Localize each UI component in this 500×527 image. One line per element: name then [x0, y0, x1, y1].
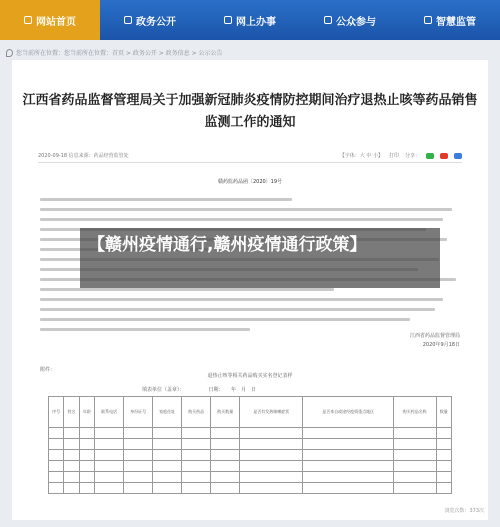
- table-cell: [95, 472, 124, 483]
- breadcrumb-text: 您当前所在位置：您当前所在位置：首页 > 政务公开 > 政务信息 > 公示公告: [16, 50, 223, 57]
- table-cell: [240, 450, 303, 461]
- nav-item-3[interactable]: [300, 0, 400, 40]
- form-meta: [142, 386, 256, 393]
- table-cell: [79, 461, 94, 472]
- table-row: [49, 461, 452, 472]
- table-cell: [153, 461, 182, 472]
- table-cell: [153, 428, 182, 439]
- nav-item-4[interactable]: [400, 0, 500, 40]
- table-cell: [64, 439, 79, 450]
- table-cell: [436, 450, 451, 461]
- table-cell: [182, 428, 211, 439]
- table-cell: [153, 472, 182, 483]
- table-header: 身份证号: [124, 397, 153, 428]
- table-cell: [49, 483, 64, 494]
- table-cell: [240, 472, 303, 483]
- table-cell: [95, 483, 124, 494]
- nav-icon: [424, 16, 432, 24]
- table-cell: [240, 483, 303, 494]
- nav-item-0[interactable]: [0, 0, 100, 40]
- table-header: 年龄: [79, 397, 94, 428]
- headline-overlay[interactable]: 【赣州疫情通行,赣州疫情通行政策】: [80, 228, 440, 288]
- location-icon: [6, 49, 13, 57]
- signature: [410, 332, 460, 350]
- info-source: 信息来源：药品经营监管处: [68, 153, 129, 159]
- table-row: [49, 439, 452, 450]
- table-cell: [393, 461, 436, 472]
- table-cell: [436, 461, 451, 472]
- share-label: 分享：: [404, 153, 420, 159]
- table-cell: [49, 472, 64, 483]
- nav-icon: [124, 16, 132, 24]
- text-line: [40, 208, 452, 211]
- table-cell: [436, 439, 451, 450]
- table-row: [49, 428, 452, 439]
- table-cell: [211, 472, 240, 483]
- table-cell: [393, 450, 436, 461]
- view-count: 浏览次数：373次: [444, 508, 484, 514]
- table-header: 购买药品: [182, 397, 211, 428]
- table-cell: [49, 428, 64, 439]
- table-header: 家庭住址: [153, 397, 182, 428]
- divider: [38, 162, 462, 163]
- table-cell: [64, 483, 79, 494]
- signature-org: 江西省药品监督管理局: [409, 333, 460, 339]
- table-cell: [303, 472, 394, 483]
- table-cell: [182, 450, 211, 461]
- table-cell: [303, 461, 394, 472]
- nav-label: 智慧监管: [436, 16, 476, 28]
- table-cell: [436, 428, 451, 439]
- text-line: [40, 328, 250, 331]
- qq-icon[interactable]: [454, 153, 462, 159]
- table-header: 是否来自或途经疫情重点地区: [303, 397, 394, 428]
- title-line-1: 江西省药品监督管理局关于加强新冠肺炎疫情防控期间治疗退热止咳等药品销售: [22, 93, 478, 108]
- document-paper: [12, 60, 488, 520]
- table-cell: [124, 483, 153, 494]
- nav-label: 政务公开: [136, 16, 176, 28]
- table-row: [49, 472, 452, 483]
- document-title: [12, 90, 488, 134]
- table-cell: [49, 450, 64, 461]
- table-cell: [95, 461, 124, 472]
- nav-label: 网上办事: [236, 16, 276, 28]
- table-cell: [211, 439, 240, 450]
- weibo-icon[interactable]: [440, 153, 448, 159]
- form-unit: 填表单位（盖章）：: [142, 387, 185, 393]
- table-row: [49, 450, 452, 461]
- table-cell: [79, 483, 94, 494]
- form-date: 日期： 年 月 日: [208, 387, 257, 393]
- signature-date: 2020年9月18日: [422, 342, 460, 348]
- table-cell: [64, 428, 79, 439]
- table-cell: [124, 450, 153, 461]
- table-cell: [124, 461, 153, 472]
- text-line: [40, 218, 443, 221]
- table-cell: [182, 461, 211, 472]
- table-cell: [124, 472, 153, 483]
- table-cell: [182, 483, 211, 494]
- text-line: [40, 198, 292, 201]
- table-cell: [95, 450, 124, 461]
- text-line: [40, 318, 410, 321]
- font-size-control[interactable]: 【字体：大 中 小】: [339, 153, 383, 159]
- table-header: 姓名: [64, 397, 79, 428]
- table-cell: [211, 450, 240, 461]
- table-cell: [393, 483, 436, 494]
- table-header: 购买药品名称: [393, 397, 436, 428]
- table-cell: [393, 439, 436, 450]
- table-cell: [240, 439, 303, 450]
- table-cell: [49, 439, 64, 450]
- table-cell: [95, 439, 124, 450]
- nav-icon: [224, 16, 232, 24]
- table-header: 购买数量: [211, 397, 240, 428]
- table-cell: [211, 461, 240, 472]
- table-cell: [64, 461, 79, 472]
- publish-date: 2020-09-18: [38, 153, 68, 159]
- text-line: [40, 288, 334, 291]
- nav-icon: [324, 16, 332, 24]
- table-cell: [211, 483, 240, 494]
- table-cell: [240, 428, 303, 439]
- table-cell: [79, 472, 94, 483]
- table-cell: [393, 428, 436, 439]
- table-cell: [436, 483, 451, 494]
- registration-table: [48, 396, 452, 494]
- table-cell: [153, 439, 182, 450]
- nav-label: 网站首页: [36, 16, 76, 28]
- table-cell: [240, 461, 303, 472]
- doc-number: 赣药监药品函〔2020〕19号: [217, 179, 283, 185]
- table-cell: [95, 428, 124, 439]
- table-cell: [64, 472, 79, 483]
- top-nav: [0, 0, 500, 40]
- table-cell: [153, 483, 182, 494]
- nav-icon: [24, 16, 32, 24]
- wechat-icon[interactable]: [426, 153, 434, 159]
- table-cell: [182, 439, 211, 450]
- table-cell: [211, 428, 240, 439]
- table-cell: [124, 428, 153, 439]
- nav-label: 公众参与: [336, 16, 376, 28]
- breadcrumb: [6, 48, 223, 57]
- table-cell: [393, 472, 436, 483]
- table-header: 数量: [436, 397, 451, 428]
- table-cell: [79, 450, 94, 461]
- form-title: 退热止咳等相关药品购买实名登记表样: [207, 373, 293, 379]
- table-cell: [153, 450, 182, 461]
- text-line: [40, 308, 435, 311]
- print-button[interactable]: 打印: [388, 153, 399, 159]
- table-cell: [79, 439, 94, 450]
- table-cell: [303, 450, 394, 461]
- nav-item-2[interactable]: [200, 0, 300, 40]
- nav-item-1[interactable]: [100, 0, 200, 40]
- table-cell: [79, 428, 94, 439]
- table-cell: [182, 472, 211, 483]
- table-header: 联系电话: [95, 397, 124, 428]
- attachment-label: 附件：: [40, 367, 56, 373]
- table-header: 是否有发热咳嗽症状: [240, 397, 303, 428]
- table-cell: [436, 472, 451, 483]
- table-header: 序号: [49, 397, 64, 428]
- table-cell: [303, 428, 394, 439]
- document-meta: [38, 152, 462, 159]
- table-cell: [64, 450, 79, 461]
- table-cell: [49, 461, 64, 472]
- table-row: [49, 483, 452, 494]
- title-line-2: 监测工作的通知: [204, 115, 296, 130]
- text-line: [40, 298, 443, 301]
- table-cell: [303, 439, 394, 450]
- table-cell: [124, 439, 153, 450]
- table-cell: [303, 483, 394, 494]
